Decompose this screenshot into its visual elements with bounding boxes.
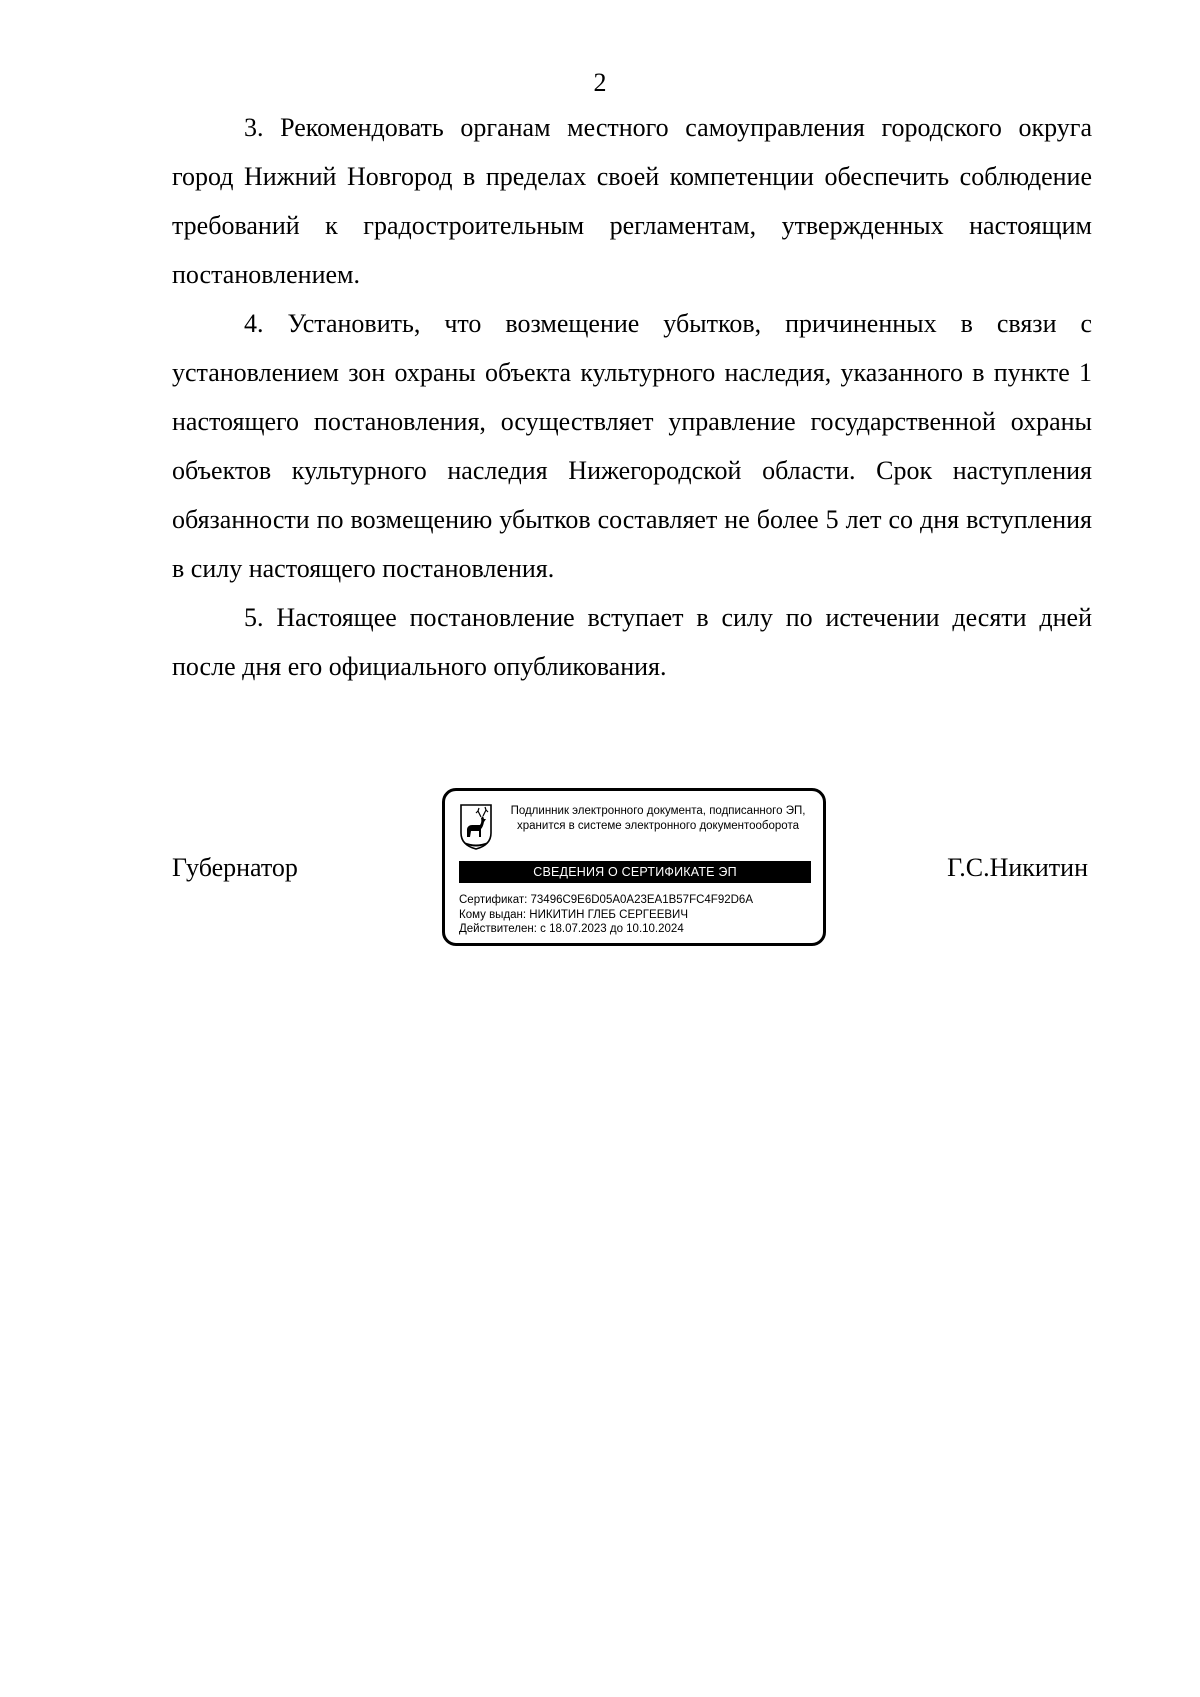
certificate-number: Сертификат: 73496C9E6D05A0A23EA1B57FC4F92D6A [459,894,753,906]
paragraph-5: 5. Настоящее постановление вступает в силу по истечении десяти дней после дня его официального опубликования. [172,603,1092,681]
stamp-header-line-2: хранится в системе электронного документооборота [517,820,799,832]
paragraph-3: 3. Рекомендовать органам местного самоуправления городского округа город Нижний Новгород в пределах своей компетенции обеспечить соблюдение требований к градостроительным регламентам, утвержденных настоящим постановлением. [172,113,1092,289]
electronic-signature-stamp [442,788,826,946]
page-number: 2 [593,68,607,97]
document-body [172,103,1092,691]
signer-name: Г.С.Никитин [947,853,1088,882]
stamp-header [499,804,817,834]
certificate-details [459,893,811,937]
deer-emblem-icon [459,803,493,851]
certificate-owner: Кому выдан: НИКИТИН ГЛЕБ СЕРГЕЕВИЧ [459,908,688,921]
signer-title: Губернатор [172,853,298,882]
certificate-info-bar: СВЕДЕНИЯ О СЕРТИФИКАТЕ ЭП [459,861,811,883]
certificate-validity: Действителен: с 18.07.2023 до 10.10.2024 [459,923,684,935]
paragraph-4: 4. Установить, что возмещение убытков, причиненных в связи с установлением зон охраны объекта культурного наследия, указанного в пункте 1 настоящего постановления, осуществляет управление государственной охраны объектов культурного наследия Нижегородской области. Срок наступления обязанности по возмещению убытков составляет не более 5 лет со дня вступления в силу настоящего постановления. [172,309,1092,583]
stamp-header-line-1: Подлинник электронного документа, подписанного ЭП, [510,805,806,817]
